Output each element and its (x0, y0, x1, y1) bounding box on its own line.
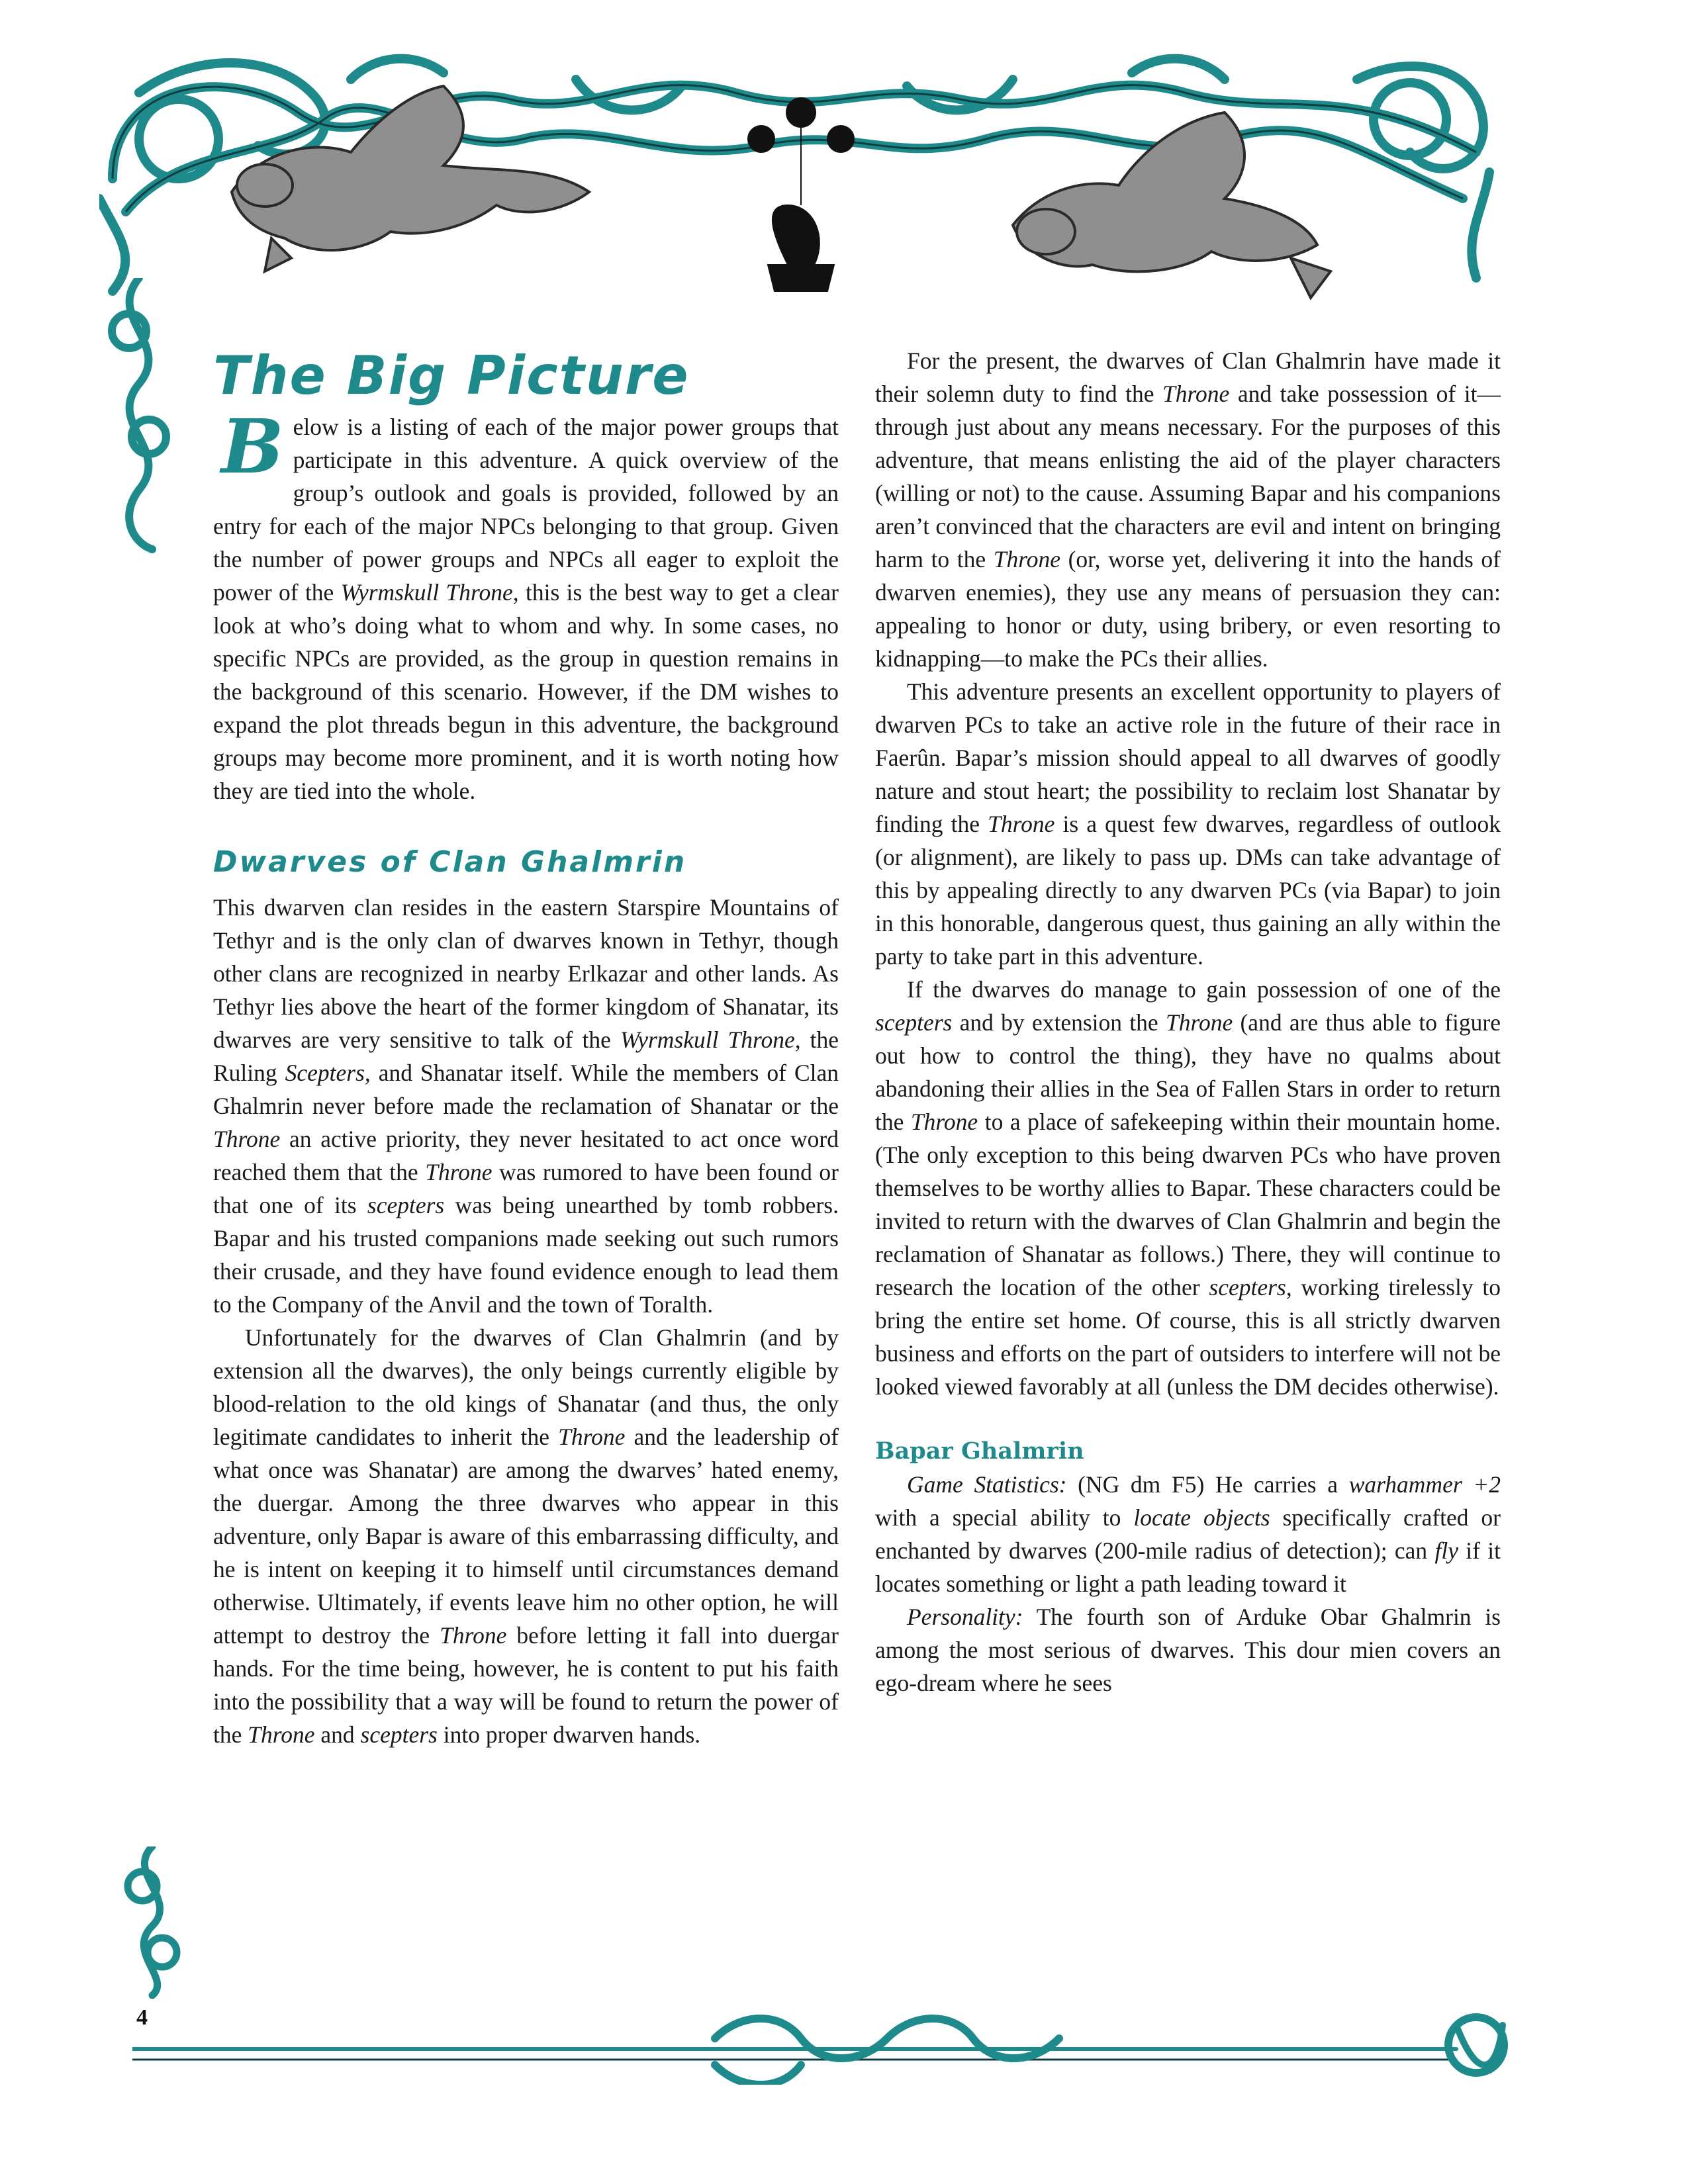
page-title: The Big Picture (213, 345, 690, 406)
left-column (213, 344, 839, 1751)
section-heading-clan-ghalmrin: Dwarves of Clan Ghalmrin (213, 845, 687, 879)
page-number: 4 (136, 2005, 148, 2030)
npc-heading-bapar-ghalmrin: Bapar Ghalmrin (875, 1437, 1084, 1465)
right-paragraph-3: If the dwarves do manage to gain possession of one of the scepters and by extension the Throne (and are thus able to figure out how to control the thing), they have no qualms about abandoning their allies in the Sea of Fallen Stars in order to return the Throne to a place of safekeeping within their mountain home. (The only exception to this being dwarven PCs who have proven themselves to be worthy allies to Bapar. These characters could be invited to return with the dwarves of Clan Ghalmrin and begin the reclamation of Shanatar as follows.) There, they will continue to research the location of the other scepters, working tirelessly to bring the entire set home. Of course, this is all strictly dwarven business and efforts on the part of outsiders to interfere will not be looked viewed favorably at all (unless the DM decides otherwise). (875, 976, 1501, 1400)
intro-paragraph: Below is a listing of each of the major power groups that participate in this adventure. A quick overview of the group’s outlook and goals is provided, followed by an entry for each of the major NPCs belonging to that group. Given the number of power groups and NPCs all eager to exploit the power of the Wyrmskull Throne, this is the best way to get a clear look at who’s doing what to whom and why. In some cases, no specific NPCs are provided, as the group in question remains in the background of this scenario. However, if the DM wishes to expand the plot threads begun in this adventure, the background groups may become more prominent, and it is worth noting how they are tied into the whole. (213, 404, 839, 804)
bapar-personality: Personality: The fourth son of Arduke Obar Ghalmrin is among the most serious of dwarves. This dour mien covers an ego-dream where he sees (875, 1604, 1501, 1696)
bapar-game-statistics: Game Statistics: (NG dm F5) He carries a warhammer +2 with a special ability to locate objects specifically crafted or enchanted by dwarves (200-mile radius of detection); can fly if it locates something or light a path leading toward it (875, 1471, 1501, 1597)
right-paragraph-2: This adventure presents an excellent opportunity to players of dwarven PCs to take an active role in the future of their race in Faerûn. Bapar’s mission should appeal to all dwarves of goodly nature and stout heart; the possibility to reclaim lost Shanatar by finding the Throne is a quest few dwarves, regardless of outlook (or alignment), are likely to pass up. DMs can take advantage of this by appealing directly to any dwarven PCs (via Bapar) to join in this honorable, dangerous quest, thus gaining an ally within the party to take part in this adventure. (875, 678, 1501, 970)
right-column (875, 344, 1501, 1700)
dragon-left-illustration (232, 86, 589, 271)
clan-paragraph-1: This dwarven clan resides in the eastern Starspire Mountains of Tethyr and is the only clan of dwarves known in Tethyr, though other clans are recognized in nearby Erlkazar and other lands. As Tethyr lies above the heart of the former kingdom of Shanatar, its dwarves are very sensitive to talk of the Wyrmskull Throne, the Ruling Scepters, and Shanatar itself. While the members of Clan Ghalmrin never before made the reclamation of Shanatar or the Throne an active priority, they never hesitated to act once word reached them that the Throne was rumored to have been found or that one of its scepters was being unearthed by tomb robbers. Bapar and his trusted companions made seeking out such rumors their crusade, and they have found evidence enough to lead them to the Company of the Anvil and the town of Toralth. (213, 894, 839, 1318)
drop-cap: B (221, 404, 284, 490)
right-paragraph-1: For the present, the dwarves of Clan Ghalmrin have made it their solemn duty to find the Throne and take possession of it—through just about any means necessary. For the purposes of this adventure, that means enlisting the aid of the player characters (willing or not) to the cause. Assuming Bapar and his companions aren’t convinced that the characters are evil and intent on bringing harm to the Throne (or, worse yet, delivering it into the hands of dwarven enemies), they use any means of persuasion they can: appealing to honor or duty, using bribery, or even resorting to kidnapping—to make the PCs their allies. (875, 347, 1501, 672)
celtic-vine-bottom-left (113, 1846, 199, 1999)
clan-paragraph-2: Unfortunately for the dwarves of Clan Ghalmrin (and by extension all the dwarves), the only beings currently eligible by blood-relation to the old kings of Shanatar (and thus, the only legitimate candidates to inherit the Throne and the leadership of what once was Shanatar) are among the dwarves’ hated enemy, the duergar. Among the three dwarves who appear in this adventure, only Bapar is aware of this embarrassing difficulty, and he is intent on keeping it to himself until circumstances demand otherwise. Ultimately, if events leave him no other option, he will attempt to destroy the Throne before letting it fall into duergar hands. For the time being, however, he is content to put his faith into the possibility that a way will be found to return the power of the Throne and scepters into proper dwarven hands. (213, 1324, 839, 1748)
dragon-right-illustration (1013, 113, 1331, 298)
celtic-knot-header-border (99, 40, 1503, 318)
celtic-knot-footer-border (132, 1999, 1523, 2085)
celtic-vine-left-border (93, 278, 192, 556)
vase-ornament-illustration (748, 98, 854, 291)
